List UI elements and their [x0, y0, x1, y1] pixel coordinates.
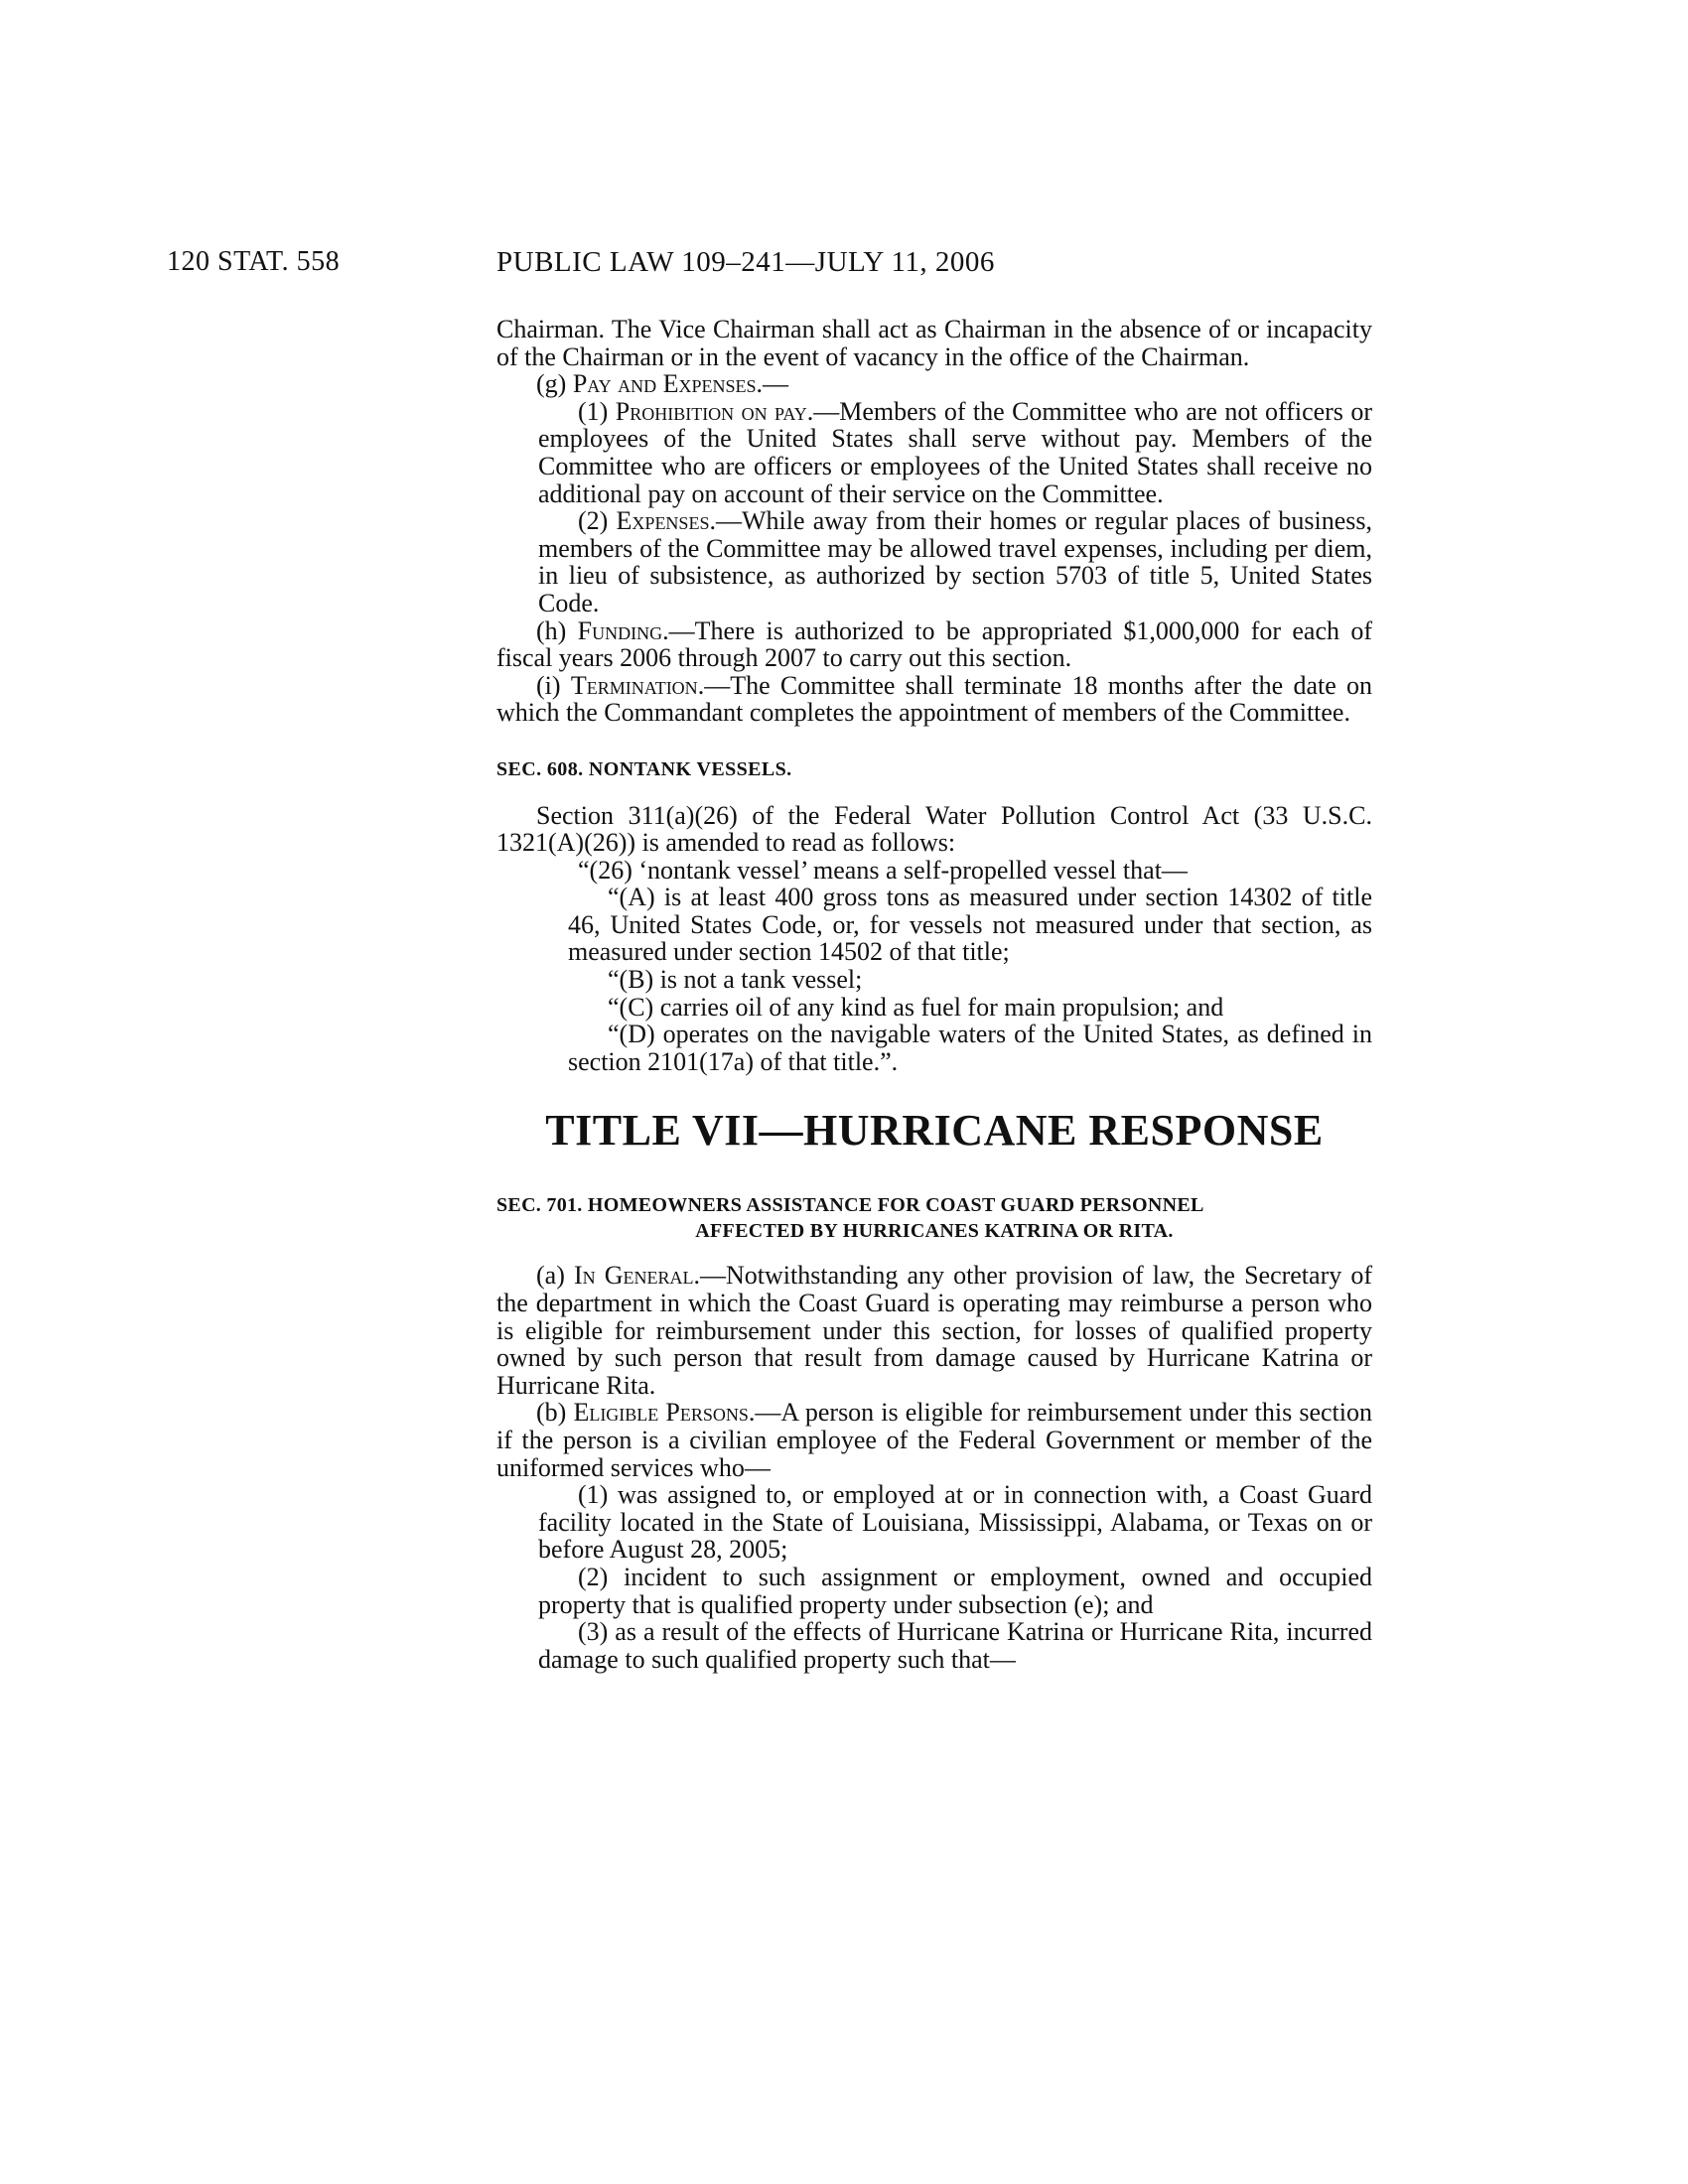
- paragraph-b1: (1) was assigned to, or employed at or in connection with, a Coast Guard facility located in the State of Louisiana, Mississippi, Alabama, or Texas on or before August 28, 2005;: [538, 1480, 1372, 1565]
- paragraph-b2: (2) incident to such assignment or employment, owned and occupied property that is qualified property under subsection (e); and: [538, 1562, 1372, 1619]
- paragraph-g1-heading: Prohibition on pay: [615, 396, 807, 426]
- subsection-b-label: (b): [536, 1398, 574, 1428]
- paragraph-g2-label: (2): [578, 506, 617, 536]
- section-608-def-D: “(D) operates on the navigable waters of the United States, as defined in section 2101(17a) of that title.”.: [568, 1020, 1372, 1076]
- paragraph-g2-heading: Expenses: [616, 506, 710, 536]
- section-701-heading: [496, 1192, 1372, 1244]
- section-701-heading-line1: SEC. 701. HOMEOWNERS ASSISTANCE FOR COAST GUARD PERSONNEL: [496, 1194, 1204, 1217]
- title-vii-heading: TITLE VII—HURRICANE RESPONSE: [545, 1106, 1324, 1156]
- subsection-i-label: (i): [536, 670, 571, 700]
- subsection-h-label: (h): [536, 615, 578, 645]
- paragraph-g2: [538, 507, 1372, 616]
- subsection-i: [496, 672, 1372, 727]
- paragraph-intro: Chairman. The Vice Chairman shall act as Chairman in the absence of or incapacity of the Chairman or in the event of vacancy in the office of the Chairman.: [496, 315, 1372, 371]
- subsection-g-dash: .—: [756, 369, 789, 399]
- subsection-g: [496, 370, 1372, 398]
- section-608-def-B: “(B) is not a tank vessel;: [608, 965, 863, 995]
- paragraph-b3: (3) as a result of the effects of Hurricane Katrina or Hurricane Rita, incurred damage to such qualified property such that—: [538, 1617, 1372, 1674]
- subsection-a-text: .—Notwithstanding any other provision of law, the Secretary of the department in which the Coast Guard is operating may reimburse a person who is eligible for reimbursement under this section, for losses of qualified property owned by such person that result from damage caused by Hurricane Katrina or Hurricane Rita.: [496, 1261, 1372, 1400]
- paragraph-g2-text: .—While away from their homes or regular places of business, members of the Committee may be allowed travel expenses, including per diem, in lieu of subsistence, as authorized by section 5703 of title 5, United States Code.: [538, 506, 1372, 617]
- subsection-b-heading: Eligible Persons: [573, 1398, 749, 1428]
- subsection-b: [496, 1399, 1372, 1481]
- subsection-a-label: (a): [536, 1261, 574, 1291]
- subsection-a: [496, 1262, 1372, 1399]
- running-header: PUBLIC LAW 109–241—JULY 11, 2006: [496, 246, 995, 278]
- section-608-def-A: “(A) is at least 400 gross tons as measured under section 14302 of title 46, United States Code, or, for vessels not measured under that section, as measured under section 14502 of that title;: [568, 883, 1372, 967]
- subsection-i-text: .—The Committee shall terminate 18 months after the date on which the Commandant completes the appointment of members of the Committee.: [496, 670, 1373, 728]
- subsection-i-heading: Termination: [570, 670, 698, 700]
- subsection-h-text: .—There is authorized to be appropriated $1,000,000 for each of fiscal years 2006 through 2007 to carry out this section.: [496, 615, 1372, 673]
- paragraph-g1: [538, 398, 1372, 507]
- subsection-h: [496, 617, 1372, 672]
- statute-page-number: 120 STAT. 558: [167, 246, 341, 277]
- subsection-g-label: (g): [536, 369, 573, 399]
- section-701-heading-line2: AFFECTED BY HURRICANES KATRINA OR RITA.: [695, 1220, 1174, 1243]
- paragraph-g1-text: .—Members of the Committee who are not officers or employees of the United States shall serve without pay. Members of the Committee who are officers or employees of the United States shall receive no additional pay on account of their service on the Committee.: [538, 396, 1372, 508]
- section-608-heading: SEC. 608. NONTANK VESSELS.: [496, 757, 792, 780]
- subsection-a-heading: In General: [573, 1261, 694, 1291]
- subsection-g-heading: Pay and Expenses: [572, 369, 757, 399]
- body-text: [496, 316, 1372, 1673]
- section-608-text: Section 311(a)(26) of the Federal Water Pollution Control Act (33 U.S.C. 1321(A)(26)) is amended to read as follows:: [496, 800, 1372, 858]
- section-608-def-26: “(26) ‘nontank vessel’ means a self-propelled vessel that—: [578, 855, 1188, 885]
- section-608-def-C: “(C) carries oil of any kind as fuel for main propulsion; and: [608, 992, 1224, 1022]
- subsection-h-heading: Funding: [577, 615, 663, 645]
- paragraph-g1-label: (1): [578, 396, 616, 426]
- subsection-b-text: .—A person is eligible for reimbursement under this section if the person is a civilian employee of the Federal Government or member of the uniformed services who—: [496, 1398, 1372, 1482]
